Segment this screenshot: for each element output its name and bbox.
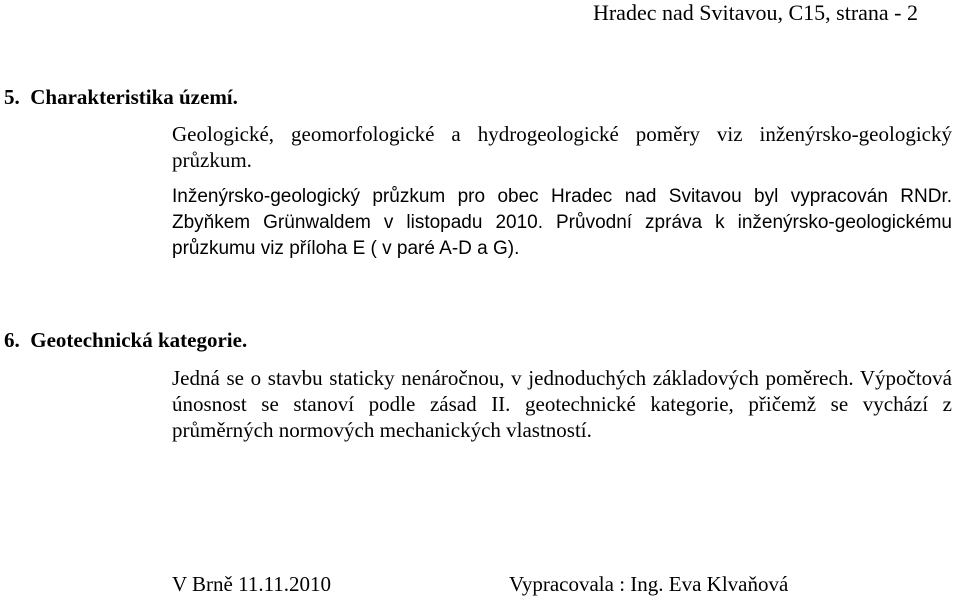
footer-place-date: V Brně 11.11.2010 — [172, 572, 332, 596]
section-6-paragraph-1: Jedná se o stavbu staticky nenáročnou, v jednoduchých základových poměrech. Výpočtová únosnost se stanoví podle zásad II. geotechnické kategorie, přičemž se vychází z průměrných normových mechanických vlastností. — [172, 366, 952, 442]
page-header: Hradec nad Svitavou, C15, strana - 2 — [592, 0, 918, 25]
section-5-paragraph-2: Inženýrsko-geologický průzkum pro obec Hradec nad Svitavou byl vypracován RNDr. Zbyňkem Grünwaldem v listopadu 2010. Průvodní zpráva k inženýrsko-geologickému průzkumu viz příloha E ( v paré A-D a G). — [172, 186, 952, 259]
section-6-heading: 6. Geotechnická kategorie. — [4, 328, 248, 352]
section-5-paragraph-1: Geologické, geomorfologické a hydrogeologické poměry viz inženýrsko-geologický průzkum. — [172, 122, 952, 172]
footer-author: Vypracovala : Ing. Eva Klvaňová — [509, 572, 789, 596]
section-5-heading: 5. Charakteristika území. — [4, 85, 238, 109]
